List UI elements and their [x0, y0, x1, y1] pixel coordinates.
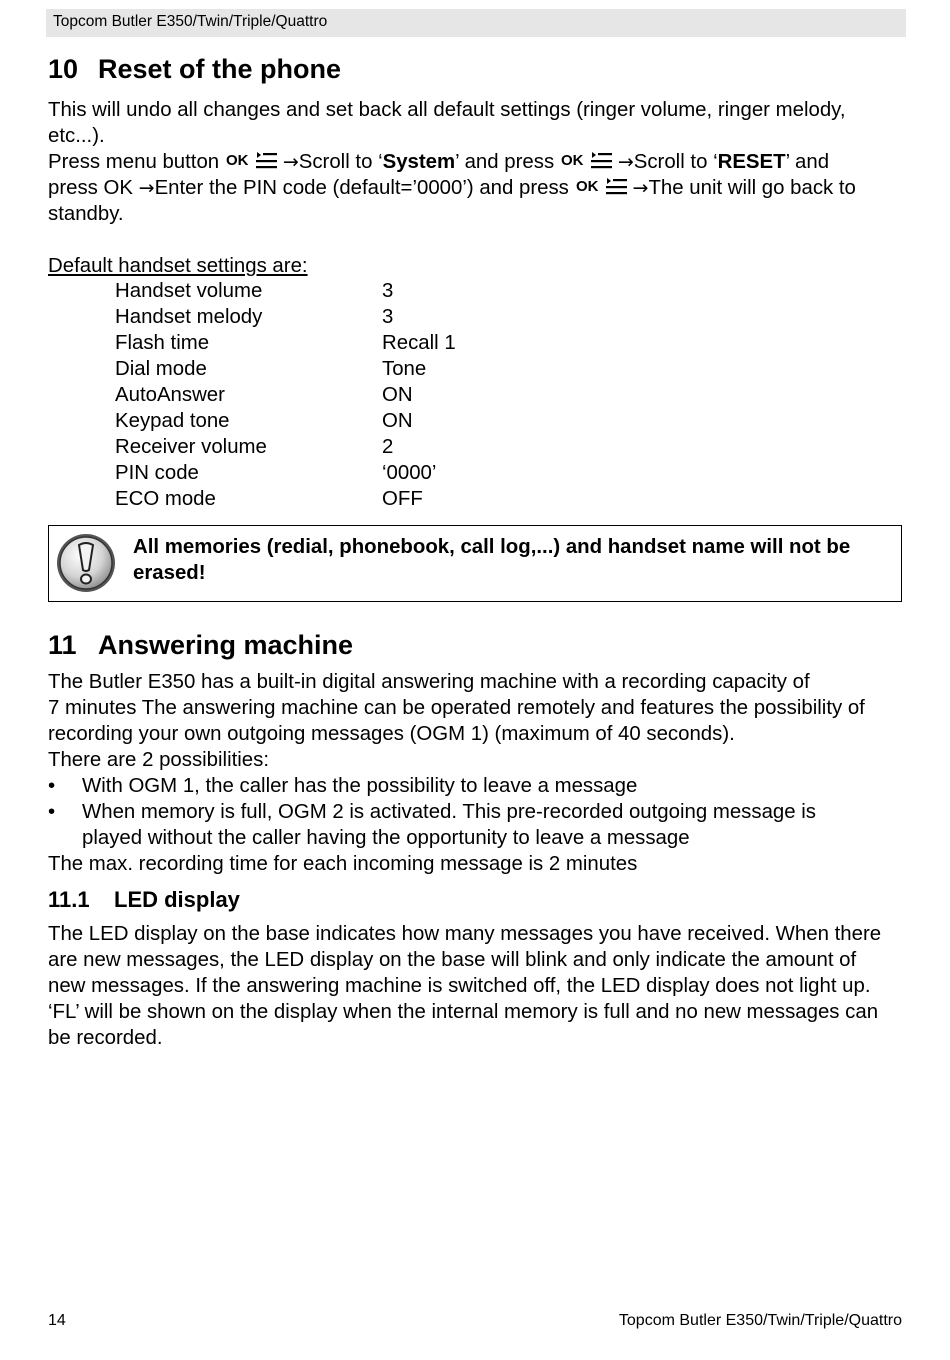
bullet-item	[48, 773, 908, 799]
menu-name-reset: RESET	[717, 151, 786, 173]
arrow-icon: →	[282, 151, 299, 173]
setting-name: Handset volume	[115, 280, 263, 302]
body-line: new messages. If the answering machine is switched off, the LED display does not light up.	[48, 975, 871, 997]
setting-name: Keypad tone	[115, 410, 230, 432]
instruction-text: Enter the PIN code (default=’0000’) and press	[154, 177, 569, 199]
body-line: The LED display on the base indicates how many messages you have received. When there	[48, 923, 882, 945]
svg-text:OK: OK	[225, 152, 249, 169]
warning-note-text	[133, 534, 893, 586]
instruction-text: Scroll to ‘	[633, 151, 718, 173]
bullet-item	[48, 799, 908, 825]
section-11-heading	[48, 630, 353, 661]
menu-name-system: System	[382, 151, 456, 173]
setting-name: Dial mode	[115, 358, 207, 380]
instruction-text: The unit will go back to	[648, 177, 856, 199]
svg-text:OK: OK	[560, 152, 584, 169]
settings-row	[115, 278, 615, 304]
section-11-1-number: 11.1	[48, 887, 90, 912]
setting-name: AutoAnswer	[115, 384, 225, 406]
setting-value: ‘0000’	[382, 462, 437, 484]
instruction-text: ’ and	[785, 151, 830, 173]
bullet-icon: •	[48, 801, 56, 823]
section-10-heading	[48, 54, 341, 85]
settings-row	[115, 382, 615, 408]
defaults-heading: Default handset settings are:	[48, 255, 308, 277]
setting-name: ECO mode	[115, 488, 216, 510]
section-10-body	[48, 97, 908, 279]
body-line: ‘FL’ will be shown on the display when the internal memory is full and no new messages can	[48, 1001, 879, 1023]
body-line: The Butler E350 has a built-in digital answering machine with a recording capacity of	[48, 671, 810, 693]
instruction-line	[48, 175, 908, 201]
body-line: be recorded.	[48, 1027, 163, 1049]
note-line: All memories (redial, phonebook, call log,...) and handset name will not be	[133, 536, 851, 558]
setting-value: 2	[382, 436, 394, 458]
bullet-text: When memory is full, OGM 2 is activated. This pre-recorded outgoing message is	[82, 801, 816, 823]
section-11-1-body	[48, 921, 908, 1051]
instruction-text: ’ and press	[455, 151, 555, 173]
instruction-text: Press menu button	[48, 151, 220, 173]
settings-row	[115, 356, 615, 382]
section-10-title: Reset of the phone	[98, 54, 342, 84]
settings-row	[115, 434, 615, 460]
section-10-number: 10	[48, 54, 79, 84]
instruction-line	[48, 149, 908, 175]
section-11-1-title: LED display	[114, 887, 240, 912]
setting-value: ON	[382, 410, 413, 432]
instruction-text: Scroll to ‘	[298, 151, 383, 173]
running-header-title: Topcom Butler E350/Twin/Triple/Quattro	[53, 13, 328, 30]
warning-note-box	[48, 525, 902, 602]
setting-value: ON	[382, 384, 413, 406]
setting-name: PIN code	[115, 462, 199, 484]
setting-value: 3	[382, 306, 394, 328]
ok-menu-button-icon	[575, 175, 633, 197]
page-number: 14	[48, 1312, 66, 1329]
body-line: are new messages, the LED display on the base will blink and only indicate the amount of	[48, 949, 857, 971]
settings-row	[115, 408, 615, 434]
arrow-icon: →	[632, 177, 649, 199]
settings-row	[115, 486, 615, 512]
section-11-1-heading	[48, 887, 240, 913]
bullet-continuation	[48, 825, 908, 851]
default-settings-table	[115, 278, 615, 512]
body-line: There are 2 possibilities:	[48, 749, 270, 771]
setting-value: Tone	[382, 358, 427, 380]
body-line: 7 minutes The answering machine can be operated remotely and features the possibility of	[48, 697, 865, 719]
arrow-icon: →	[617, 151, 634, 173]
setting-value: OFF	[382, 488, 423, 510]
settings-row	[115, 330, 615, 356]
blank-line	[48, 227, 908, 253]
body-line: recording your own outgoing messages (OGM 1) (maximum of 40 seconds).	[48, 723, 735, 745]
setting-value: 3	[382, 280, 394, 302]
intro-line: etc...).	[48, 125, 105, 147]
section-11-number: 11	[48, 630, 77, 660]
instruction-line: standby.	[48, 203, 124, 225]
bullet-text: With OGM 1, the caller has the possibility to leave a message	[82, 775, 638, 797]
section-11-body	[48, 669, 908, 877]
exclamation-warning-icon	[55, 532, 119, 594]
bullet-text: played without the caller having the opportunity to leave a message	[82, 827, 690, 849]
body-line: The max. recording time for each incoming message is 2 minutes	[48, 853, 638, 875]
footer-title: Topcom Butler E350/Twin/Triple/Quattro	[618, 1312, 902, 1329]
setting-name: Flash time	[115, 332, 210, 354]
setting-name: Handset melody	[115, 306, 263, 328]
settings-row	[115, 304, 615, 330]
instruction-text: press OK	[48, 177, 139, 199]
running-header	[46, 9, 906, 37]
svg-text:OK: OK	[575, 178, 599, 195]
intro-line: This will undo all changes and set back all default settings (ringer volume, ringer melody,	[48, 99, 846, 121]
ok-menu-button-icon	[225, 149, 283, 171]
section-11-title: Answering machine	[98, 630, 354, 660]
ok-menu-button-icon	[560, 149, 618, 171]
setting-value: Recall 1	[382, 332, 456, 354]
setting-name: Receiver volume	[115, 436, 267, 458]
note-line: erased!	[133, 562, 206, 584]
settings-row	[115, 460, 615, 486]
arrow-icon: →	[138, 177, 155, 199]
bullet-icon: •	[48, 775, 56, 797]
